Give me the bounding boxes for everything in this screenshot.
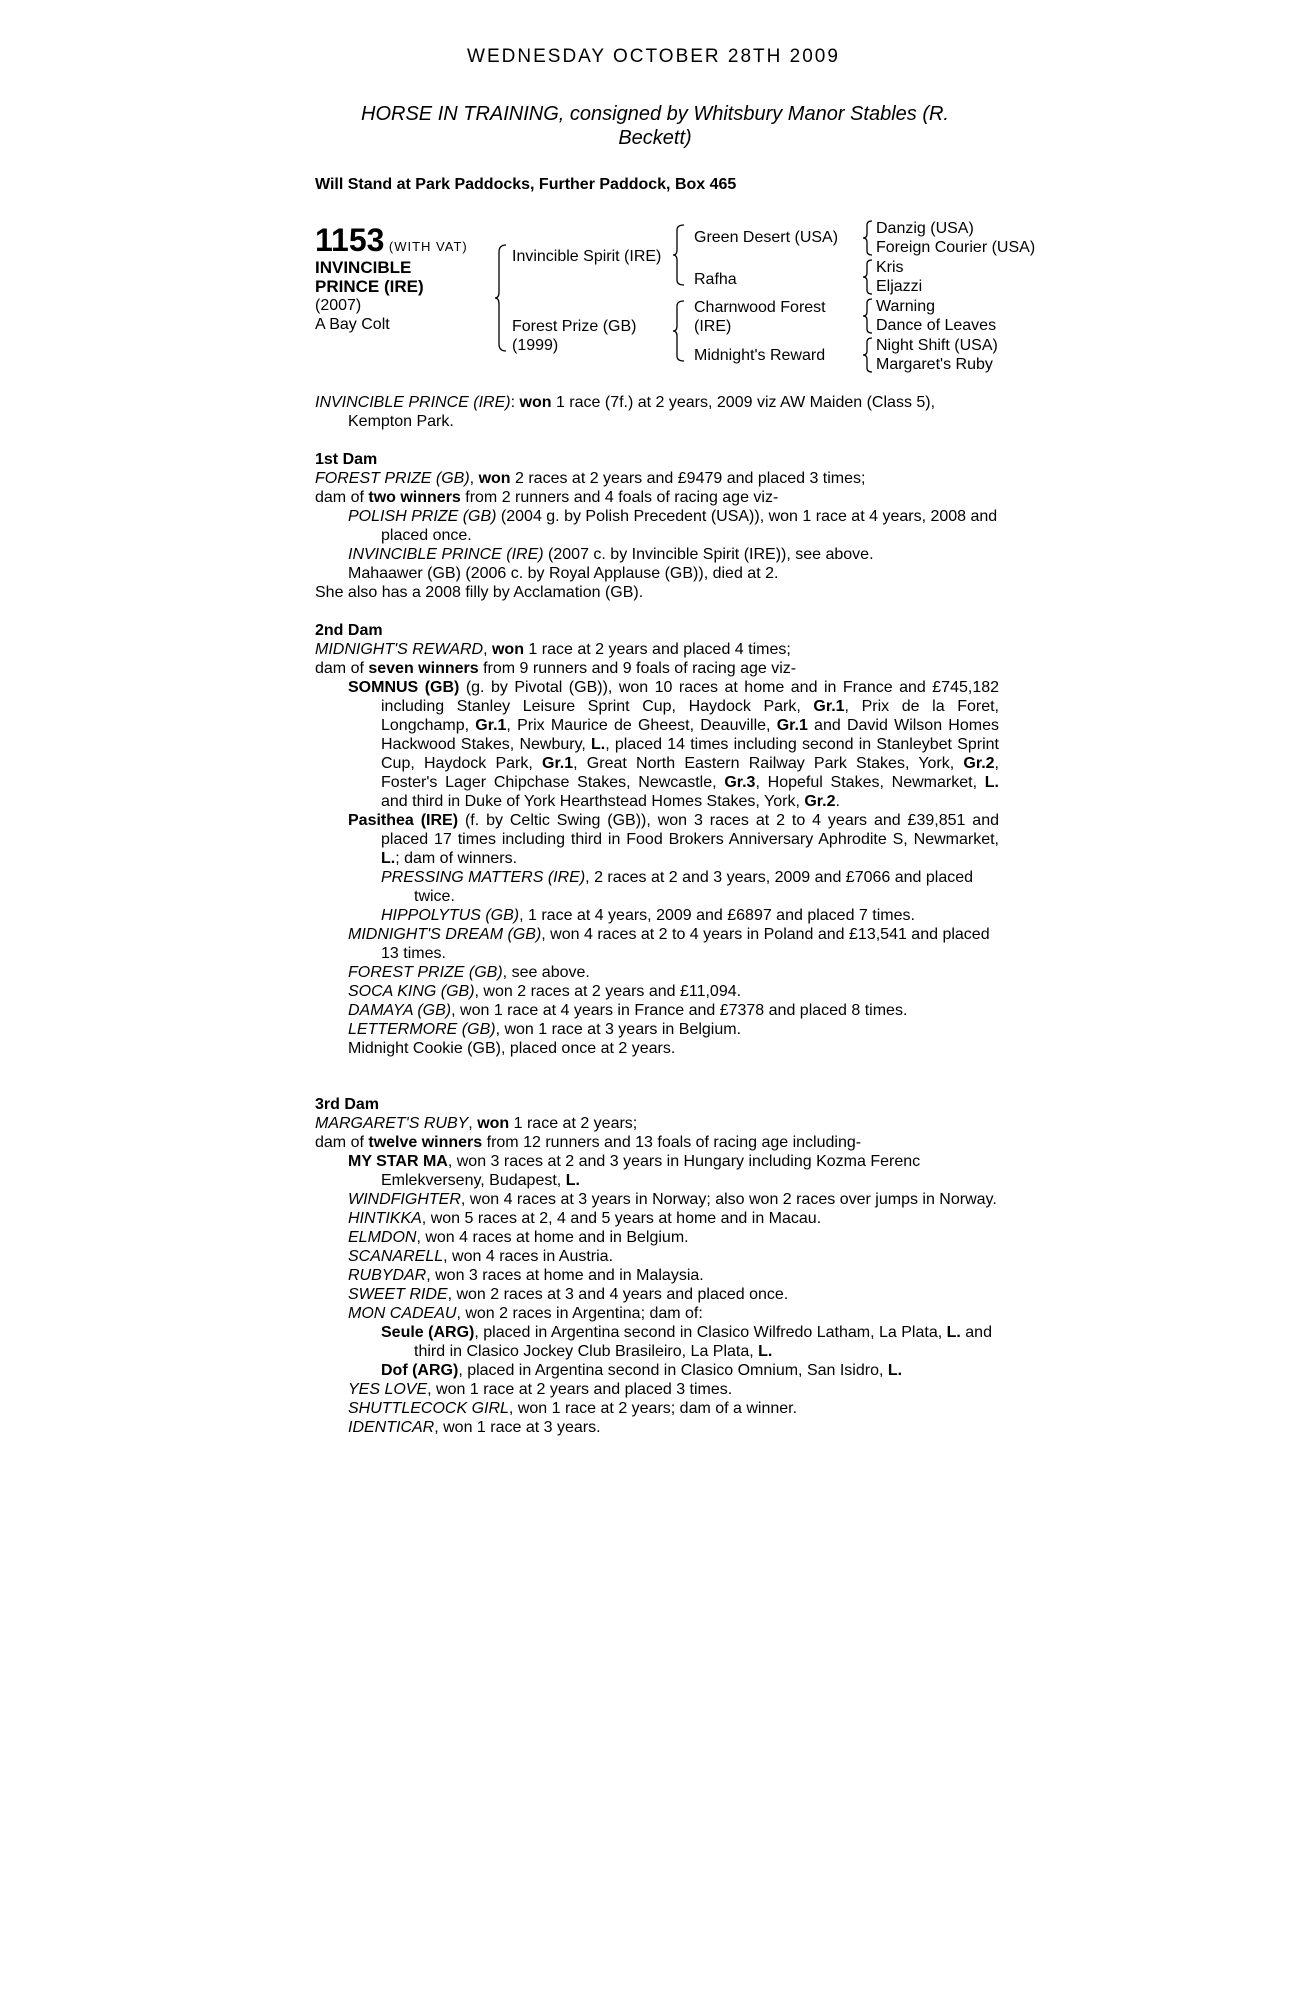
- somnus-text: , placed 14 times including second in Stanleybet Sprint Cup, Haydock Park,: [381, 736, 999, 772]
- progeny-text: , won 1 race at 3 years in Belgium.: [495, 1021, 742, 1038]
- somnus-text: and third in Duke of York Hearthstead Homes Stakes, York,: [381, 793, 805, 810]
- progeny-name: RUBYDAR: [348, 1267, 427, 1284]
- second-dam-runners: from 9 runners and 9 foals of racing age viz-: [478, 660, 797, 677]
- seule-name: Seule (ARG): [381, 1324, 475, 1341]
- progeny-text: , won 2 races at 2 years and £11,094.: [474, 983, 742, 1000]
- lot-number: 1153: [315, 222, 385, 258]
- pedigree-brace-gg3: [862, 298, 874, 334]
- progeny-text: Midnight Cookie (GB), placed once at 2 years.: [348, 1040, 676, 1057]
- dof-text: , placed in Argentina second in Clasico Omnium, San Isidro,: [458, 1362, 888, 1379]
- pedigree-sire: Invincible Spirit (IRE): [512, 248, 662, 265]
- progeny-name: FOREST PRIZE (GB): [348, 964, 503, 981]
- progeny-item: [315, 1399, 999, 1418]
- progeny-name: SOCA KING (GB): [348, 983, 475, 1000]
- progeny-item: [315, 982, 999, 1001]
- first-dam-runners: from 2 runners and 4 foals of racing age viz-: [460, 489, 779, 506]
- first-dam-record: 2 races at 2 years and £9479 and placed 3 times;: [510, 470, 866, 487]
- third-dam-of: dam of: [315, 1134, 369, 1151]
- progeny-item: [315, 925, 999, 963]
- first-dam-also: She also has a 2008 filly by Acclamation (GB).: [315, 584, 644, 601]
- progeny-name: POLISH PRIZE (GB): [348, 508, 497, 525]
- third-dam-heading: 3rd Dam: [315, 1096, 380, 1113]
- progeny-name: DAMAYA (GB): [348, 1002, 452, 1019]
- grade-label: Gr.1: [475, 717, 507, 734]
- third-dam-record: 1 race at 2 years;: [509, 1115, 638, 1132]
- grade-label: Gr.3: [724, 774, 756, 791]
- dof-entry: [315, 1361, 999, 1380]
- progeny-name: SCANARELL: [348, 1248, 444, 1265]
- first-dam-winners: two winners: [368, 489, 461, 506]
- vat-note: (WITH VAT): [388, 239, 468, 254]
- first-dam-of: dam of: [315, 489, 369, 506]
- progeny-name: PRESSING MATTERS (IRE): [381, 869, 586, 886]
- second-dam-winners: seven winners: [368, 660, 479, 677]
- progeny-item: [315, 545, 999, 564]
- progeny-item: [315, 1039, 999, 1058]
- progeny-name: ELMDON: [348, 1229, 417, 1246]
- progeny-text: , won 1 race at 3 years.: [434, 1419, 601, 1436]
- lot-block: [315, 222, 495, 334]
- pedigree-brace-gg2: [862, 259, 874, 295]
- grade-label: Gr.1: [776, 717, 808, 734]
- seule-text: , placed in Argentina second in Clasico Wilfredo Latham, La Plata,: [474, 1324, 947, 1341]
- somnus-text: (g. by Pivotal (GB)), won 10 races at home and in France and £745,182 including Stanley Leisure Sprint Cup, Haydock Park,: [381, 679, 1000, 715]
- grade-label: L.: [984, 774, 999, 791]
- progeny-name: WINDFIGHTER: [348, 1191, 461, 1208]
- progeny-item: [315, 1418, 999, 1437]
- progeny-text: Mahaawer (GB) (2006 c. by Royal Applause (GB)), died at 2.: [348, 565, 779, 582]
- progeny-text: , won 4 races in Austria.: [443, 1248, 614, 1265]
- pedigree-ggd-1: Foreign Courier (USA): [876, 239, 1036, 256]
- progeny-text: , won 5 races at 2, 4 and 5 years at home and in Macau.: [421, 1210, 822, 1227]
- progeny-name: IDENTICAR: [348, 1419, 435, 1436]
- progeny-name: HIPPOLYTUS (GB): [381, 907, 520, 924]
- sale-date: WEDNESDAY OCTOBER 28TH 2009: [467, 46, 840, 67]
- progeny-text: , 1 race at 4 years, 2009 and £6897 and placed 7 times.: [519, 907, 915, 924]
- somnus-text: and David Wilson Homes Hackwood Stakes, Newbury,: [381, 717, 999, 753]
- somnus-text: .: [835, 793, 840, 810]
- grade-label: Gr.2: [963, 755, 995, 772]
- pasithea-entry: [315, 811, 999, 868]
- grade-label: Gr.2: [804, 793, 836, 810]
- pedigree-grandsire-2: [694, 298, 826, 336]
- progeny-name: MON CADEAU: [348, 1305, 457, 1322]
- progeny-name: INVINCIBLE PRINCE (IRE): [348, 546, 544, 563]
- progeny-name: HINTIKKA: [348, 1210, 422, 1227]
- progeny-text: (2004 g. by Polish Precedent (USA)), won 1 race at 4 years, 2008 and placed once.: [381, 508, 998, 544]
- progeny-item: [315, 507, 999, 545]
- grade-label: L.: [381, 850, 396, 867]
- seule-text: and third in Clasico Jockey Club Brasileiro, La Plata,: [414, 1324, 992, 1360]
- second-dam-record: 1 race at 2 years and placed 4 times;: [523, 641, 791, 658]
- progeny-name: YES LOVE: [348, 1381, 428, 1398]
- somnus-entry: [315, 678, 999, 811]
- progeny-item: [315, 564, 999, 583]
- grade-label: L.: [946, 1324, 961, 1341]
- progeny-text: , won 2 races in Argentina; dam of:: [456, 1305, 703, 1322]
- third-dam-section: 3rd Dam MARGARET'S RUBY, won 1 race at 2 years; dam of twelve winners from 12 runners and 13 foals of racing age including- MY STAR MA, won 3 races at 2 and 3 years in Hungary including Kozma Ferenc Emlekverseny, Budapest, L. WINDFIGHTER, won 4 races at 3 years in Norway; also won 2 races over jumps in Norway. HINTIKKA, won 5 races at 2, 4 and 5 years at home and in Macau. ELMDON, won 4 races at home and in Belgium. SCANARELL, won 4 races in Austria. RUBYDAR, won 3 races at home and in Malaysia. SWEET RIDE, won 2 races at 3 and 4 years and placed once. MON CADEAU, won 2 races in Argentina; dam of: Seule (ARG), placed in Argentina second in Clasico Wilfredo Latham, La Plata, L. and third in Clasico Jockey Club Brasileiro, La Plata, L. Dof (ARG), placed in Argentina second in Clasico Omnium, San Isidro, L. YES LOVE, won 1 race at 2 years and placed 3 times. SHUTTLECOCK GIRL, won 1 race at 2 years; dam of a winner. IDENTICAR, won 1 race at 3 years.: [315, 1095, 999, 1437]
- progeny-text: , won 1 race at 2 years; dam of a winner.: [508, 1400, 798, 1417]
- consignor-line-2: Beckett): [618, 127, 692, 149]
- progeny-item: [315, 1304, 999, 1323]
- pedigree-dam: [512, 317, 636, 355]
- intro-colon: :: [510, 394, 516, 411]
- intro-text: 1 race (7f.) at 2 years, 2009 viz AW Maiden (Class 5), Kempton Park.: [348, 394, 936, 430]
- progeny-item: [315, 1190, 999, 1209]
- pedigree-brace-gg4: [862, 337, 874, 373]
- stand-location: Will Stand at Park Paddocks, Further Paddock, Box 465: [315, 176, 737, 193]
- pedigree-brace-main: [494, 244, 508, 352]
- somnus-text: , Foster's Lager Chipchase Stakes, Newcastle,: [381, 755, 999, 791]
- progeny-text: , won 4 races at 3 years in Norway; also won 2 races over jumps in Norway.: [460, 1191, 997, 1208]
- horse-description: A Bay Colt: [315, 316, 390, 333]
- second-dam-section: 2nd Dam MIDNIGHT'S REWARD, won 1 race at 2 years and placed 4 times; dam of seven winners from 9 runners and 9 foals of racing age viz- SOMNUS (GB) (g. by Pivotal (GB)), won 10 races at home and in France and £745,182 including Stanley Leisure Sprint Cup, Haydock Park, Gr.1, Prix de la Foret, Longchamp, Gr.1, Prix Maurice de Gheest, Deauville, Gr.1 and David Wilson Homes Hackwood Stakes, Newbury, L., placed 14 times including second in Stanleybet Sprint Cup, Haydock Park, Gr.1, Great North Eastern Railway Park Stakes, York, Gr.2, Foster's Lager Chipchase Stakes, Newcastle, Gr.3, Hopeful Stakes, Newmarket, L. and third in Duke of York Hearthstead Homes Stakes, York, Gr.2. Pasithea (IRE) (f. by Celtic Swing (GB)), won 3 races at 2 to 4 years and £39,851 and placed 17 times including third in Food Brokers Anniversary Aphrodite S, Newmarket, L.; dam of winners. PRESSING MATTERS (IRE), 2 races at 2 and 3 years, 2009 and £7066 and placed twice. HIPPOLYTUS (GB), 1 race at 4 years, 2009 and £6897 and placed 7 times. MIDNIGHT'S DREAM (GB), won 4 races at 2 to 4 years in Poland and £13,541 and placed 13 times. FOREST PRIZE (GB), see above. SOCA KING (GB), won 2 races at 2 years and £11,094. DAMAYA (GB), won 1 race at 4 years in France and £7378 and placed 8 times. LETTERMORE (GB), won 1 race at 3 years in Belgium. Midnight Cookie (GB), placed once at 2 years.: [315, 622, 1000, 1057]
- pedigree-dam-name: Forest Prize (GB): [512, 318, 637, 335]
- second-dam-heading: 2nd Dam: [315, 622, 383, 639]
- pedigree-ggd-3: Dance of Leaves: [876, 317, 997, 334]
- pedigree-ggs-4: Night Shift (USA): [876, 337, 998, 354]
- grade-label: L.: [591, 736, 606, 753]
- second-dam-won: won: [491, 641, 524, 658]
- progeny-name: SHUTTLECOCK GIRL: [348, 1400, 509, 1417]
- progeny-item: [315, 1209, 999, 1228]
- mystar-text: , won 3 races at 2 and 3 years in Hungary including Kozma Ferenc Emlekverseny, Budapest,: [381, 1153, 921, 1189]
- second-dam-name: MIDNIGHT'S REWARD: [315, 641, 484, 658]
- third-dam-name: MARGARET'S RUBY: [315, 1115, 469, 1132]
- somnus-text: , Hopeful Stakes, Newmarket,: [755, 774, 985, 791]
- pedigree-granddam-2: Midnight's Reward: [694, 347, 826, 364]
- consignor-line: [350, 102, 960, 150]
- pasithea-text: ; dam of winners.: [395, 850, 518, 867]
- pedigree-ggd-2: Eljazzi: [876, 278, 923, 295]
- progeny-name: SWEET RIDE: [348, 1286, 448, 1303]
- seule-entry: [315, 1323, 999, 1361]
- grade-label: Gr.1: [542, 755, 574, 772]
- progeny-text: , see above.: [502, 964, 590, 981]
- horse-name-2: PRINCE (IRE): [315, 277, 424, 296]
- progeny-item: [315, 1266, 999, 1285]
- progeny-item: [315, 1285, 999, 1304]
- progeny-name: MIDNIGHT'S DREAM (GB): [348, 926, 542, 943]
- grade-label: L.: [565, 1172, 580, 1189]
- first-dam-won: won: [478, 470, 511, 487]
- pedigree-ggs-1: Danzig (USA): [876, 220, 974, 237]
- progeny-item: [315, 1001, 999, 1020]
- progeny-text: , won 2 races at 3 and 4 years and placed once.: [447, 1286, 789, 1303]
- progeny-text: (2007 c. by Invincible Spirit (IRE)), see above.: [543, 546, 874, 563]
- pedigree-granddam-1: Rafha: [694, 271, 737, 288]
- progeny-text: , 2 races at 2 and 3 years, 2009 and £7066 and placed twice.: [414, 869, 974, 905]
- grade-label: L.: [758, 1343, 773, 1360]
- third-dam-won: won: [477, 1115, 510, 1132]
- progeny-text: , won 4 races at home and in Belgium.: [416, 1229, 689, 1246]
- progeny-text: , won 3 races at home and in Malaysia.: [426, 1267, 704, 1284]
- progeny-item: [315, 906, 999, 925]
- consignor-line-1: HORSE IN TRAINING, consigned by Whitsbury Manor Stables (R.: [361, 103, 949, 125]
- somnus-text: , Prix de la Foret, Longchamp,: [381, 698, 999, 734]
- mystar-name: MY STAR MA: [348, 1153, 448, 1170]
- first-dam-section: 1st Dam FOREST PRIZE (GB), won 2 races at 2 years and £9479 and placed 3 times; dam of two winners from 2 runners and 4 foals of racing age viz- POLISH PRIZE (GB) (2004 g. by Polish Precedent (USA)), won 1 race at 4 years, 2008 and placed once. INVINCIBLE PRINCE (IRE) (2007 c. by Invincible Spirit (IRE)), see above. Mahaawer (GB) (2006 c. by Royal Applause (GB)), died at 2. She also has a 2008 filly by Acclamation (GB).: [315, 451, 998, 601]
- progeny-text: , won 4 races at 2 to 4 years in Poland and £13,541 and placed 13 times.: [381, 926, 990, 962]
- pedigree-brace-dam: [672, 300, 686, 362]
- grade-label: Gr.1: [813, 698, 845, 715]
- progeny-item: [315, 1247, 999, 1266]
- pedigree-grandsire-2-name: Charnwood Forest: [694, 299, 826, 316]
- dof-name: Dof (ARG): [381, 1362, 459, 1379]
- race-record-intro: [315, 393, 999, 431]
- first-dam-name: FOREST PRIZE (GB): [315, 470, 470, 487]
- foaling-year: (2007): [315, 297, 362, 314]
- pedigree-brace-gg1: [862, 220, 874, 256]
- pasithea-text: (f. by Celtic Swing (GB)), won 3 races at 2 to 4 years and £39,851 and placed 17 times including third in Food Brokers Anniversary Aphrodite S, Newmarket,: [381, 812, 999, 848]
- progeny-item: [315, 868, 999, 906]
- third-dam-winners: twelve winners: [368, 1134, 483, 1151]
- progeny-item: [315, 1020, 999, 1039]
- progeny-text: , won 1 race at 4 years in France and £7378 and placed 8 times.: [451, 1002, 908, 1019]
- pedigree-grandsire-1: Green Desert (USA): [694, 229, 839, 246]
- pedigree-ggd-4: Margaret's Ruby: [876, 356, 993, 373]
- intro-won: won: [519, 394, 552, 411]
- progeny-item: [315, 1228, 999, 1247]
- pedigree-brace-sire: [672, 224, 686, 286]
- progeny-item: [315, 963, 999, 982]
- mystar-entry: [315, 1152, 999, 1190]
- somnus-text: , Great North Eastern Railway Park Stakes, York,: [573, 755, 964, 772]
- intro-horse-name: INVINCIBLE PRINCE (IRE): [315, 394, 511, 411]
- pedigree-ggs-2: Kris: [876, 259, 904, 276]
- pedigree-grandsire-2-country: (IRE): [694, 318, 732, 335]
- second-dam-of: dam of: [315, 660, 369, 677]
- somnus-text: , Prix Maurice de Gheest, Deauville,: [506, 717, 777, 734]
- progeny-item: [315, 1380, 999, 1399]
- pedigree-dam-year: (1999): [512, 337, 559, 354]
- third-dam-runners: from 12 runners and 13 foals of racing age including-: [482, 1134, 862, 1151]
- somnus-name: SOMNUS (GB): [348, 679, 460, 696]
- horse-name-1: INVINCIBLE: [315, 258, 412, 277]
- progeny-text: , won 1 race at 2 years and placed 3 times.: [427, 1381, 733, 1398]
- grade-label: L.: [887, 1362, 903, 1379]
- first-dam-heading: 1st Dam: [315, 451, 378, 468]
- progeny-name: LETTERMORE (GB): [348, 1021, 496, 1038]
- pedigree-ggs-3: Warning: [876, 298, 935, 315]
- pasithea-name: Pasithea (IRE): [348, 812, 459, 829]
